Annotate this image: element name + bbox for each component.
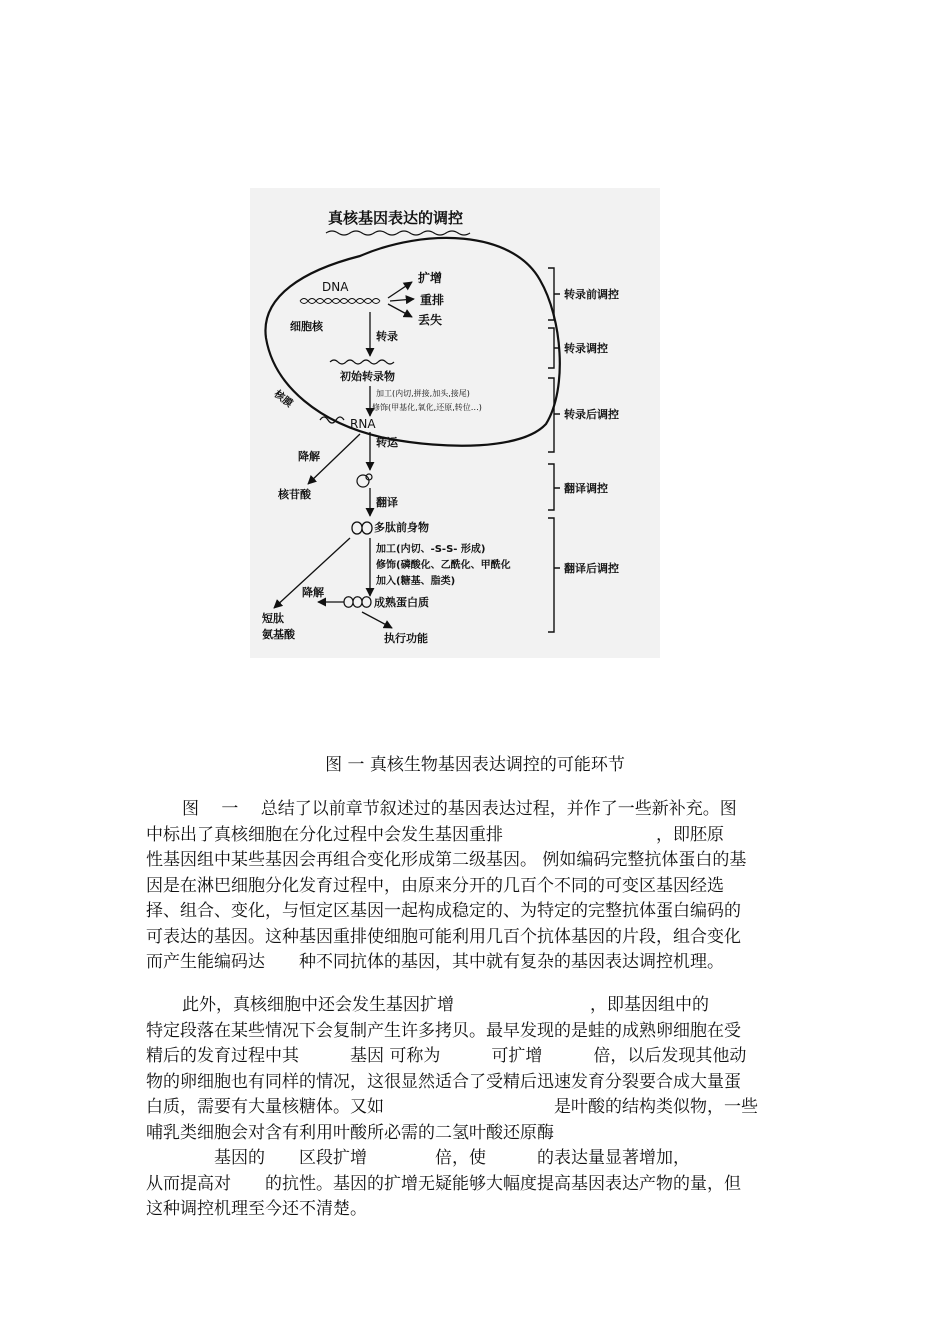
polypeptide-icon bbox=[352, 522, 372, 534]
transport-label: 转运 bbox=[376, 436, 398, 449]
paragraph-line: 特定段落在某些情况下会复制产生许多拷贝。最早发现的是蛙的成熟卵细胞在受 bbox=[146, 1020, 741, 1041]
paragraph-line: 性基因组中某些基因会再组合变化形成第二级基因。 例如编码完整抗体蛋白的基 bbox=[146, 850, 747, 870]
arrow-to-rearrange bbox=[390, 299, 414, 301]
transcription-label: 转录 bbox=[376, 330, 398, 343]
diagram-title: 真核基因表达的调控 bbox=[328, 209, 464, 227]
stage-brackets bbox=[548, 268, 560, 632]
mature-protein-icon bbox=[344, 597, 371, 608]
short-peptide-label: 短肽 bbox=[262, 612, 284, 625]
amplify-label: 扩增 bbox=[418, 271, 443, 285]
degrade-label-2: 降解 bbox=[302, 586, 324, 599]
paragraph-line: 此外，真核细胞中还会发生基因扩增 ，即基因组中的 bbox=[182, 995, 709, 1015]
arrow-to-lose bbox=[388, 304, 412, 317]
paragraph-line: 物的卵细胞也有同样的情况，这很显然适合了受精后迅速发育分裂要合成大量蛋 bbox=[146, 1071, 741, 1092]
title-wave-underline bbox=[326, 231, 470, 235]
paragraph-line: 精后的发育过程中其 基因 可称为 可扩增 倍，以后发现其他动 bbox=[146, 1046, 747, 1066]
paragraph-line: 白质，需要有大量核糖体。又如 是叶酸的结构类似物，一些 bbox=[146, 1097, 758, 1117]
gene-regulation-diagram bbox=[250, 188, 660, 658]
paragraph-line: 这种调控机理至今还不清楚。 bbox=[146, 1199, 367, 1219]
paragraph-line: 因是在淋巴细胞分化发育过程中，由原来分开的几百个不同的可变区基因经选 bbox=[146, 875, 724, 896]
lose-label: 丢失 bbox=[418, 313, 443, 327]
nucleotide-label: 核苷酸 bbox=[278, 488, 311, 501]
stage-pre-transcription: 转录前调控 bbox=[564, 288, 619, 301]
stage-transcription: 转录调控 bbox=[564, 342, 608, 355]
stage-post-translation: 翻译后调控 bbox=[564, 562, 619, 575]
processing2-label: 加工(内切、-S-S- 形成) bbox=[376, 544, 486, 555]
dna-label: DNA bbox=[322, 280, 349, 294]
paragraph-line: 中标出了真核细胞在分化过程中会发生基因重排 ，即胚原 bbox=[146, 824, 724, 845]
processing-label: 加工(内切,拼接,加头,接尾) bbox=[376, 389, 470, 398]
paragraph-line: 哺乳类细胞会对含有利用叶酸所必需的二氢叶酸还原酶 bbox=[146, 1122, 554, 1143]
nuclear-membrane-label: 核膜 bbox=[271, 388, 295, 410]
paragraph-line: 可表达的基因。这种基因重排使细胞可能利用几百个抗体基因的片段，组合变化 bbox=[146, 926, 741, 947]
paragraph-gene-amplification bbox=[146, 993, 826, 1223]
paragraph-line: 择、组合、变化，与恒定区基因一起构成稳定的、为特定的完整抗体蛋白编码的 bbox=[146, 901, 741, 921]
primary-transcript-wave bbox=[330, 360, 394, 364]
addition-label: 加入(糖基、脂类) bbox=[376, 576, 456, 587]
dna-helix bbox=[300, 299, 380, 304]
translation-label: 翻译 bbox=[376, 496, 398, 509]
polypeptide-precursor-label: 多肽前身物 bbox=[374, 521, 429, 534]
paragraph-line: 图 一 总结了以前章节叙述过的基因表达过程，并作了一些新补充。图 bbox=[182, 799, 737, 819]
paragraph-gene-rearrangement bbox=[146, 797, 826, 976]
paragraph-line: 基因的 区段扩增 倍，使 的表达量显著增加， bbox=[146, 1148, 690, 1168]
bracket-post-translation bbox=[548, 518, 560, 632]
amino-acid-label: 氨基酸 bbox=[262, 628, 295, 641]
function-label: 执行功能 bbox=[384, 632, 428, 645]
nucleus-membrane-outline bbox=[265, 238, 559, 446]
degrade-label-1: 降解 bbox=[298, 450, 320, 463]
rearrange-label: 重排 bbox=[420, 293, 445, 307]
arrow-function bbox=[362, 612, 392, 628]
stage-translation: 翻译调控 bbox=[564, 482, 608, 495]
arrow-to-amplify bbox=[388, 282, 412, 298]
bracket-pre-transcription bbox=[548, 268, 560, 320]
mature-protein-label: 成熟蛋白质 bbox=[374, 596, 429, 609]
figure-caption: 图 一 真核生物基因表达调控的可能环节 bbox=[325, 755, 625, 775]
primary-transcript-label: 初始转录物 bbox=[340, 370, 395, 383]
stage-post-transcription: 转录后调控 bbox=[564, 408, 619, 421]
bracket-translation bbox=[548, 464, 560, 510]
paragraph-line: 而产生能编码达 种不同抗体的基因，其中就有复杂的基因表达调控机理。 bbox=[146, 952, 724, 972]
ribosome-icon bbox=[357, 475, 369, 487]
modification2-label: 修饰(磷酸化、乙酰化、甲酰化 bbox=[376, 560, 511, 571]
modification-label: 修饰(甲基化,氧化,还原,转位…) bbox=[372, 403, 482, 412]
nucleus-label: 细胞核 bbox=[290, 320, 323, 333]
paragraph-line: 从而提高对 的抗性。基因的扩增无疑能够大幅度提高基因表达产物的量，但 bbox=[146, 1173, 741, 1194]
rna-label: RNA bbox=[350, 417, 376, 431]
